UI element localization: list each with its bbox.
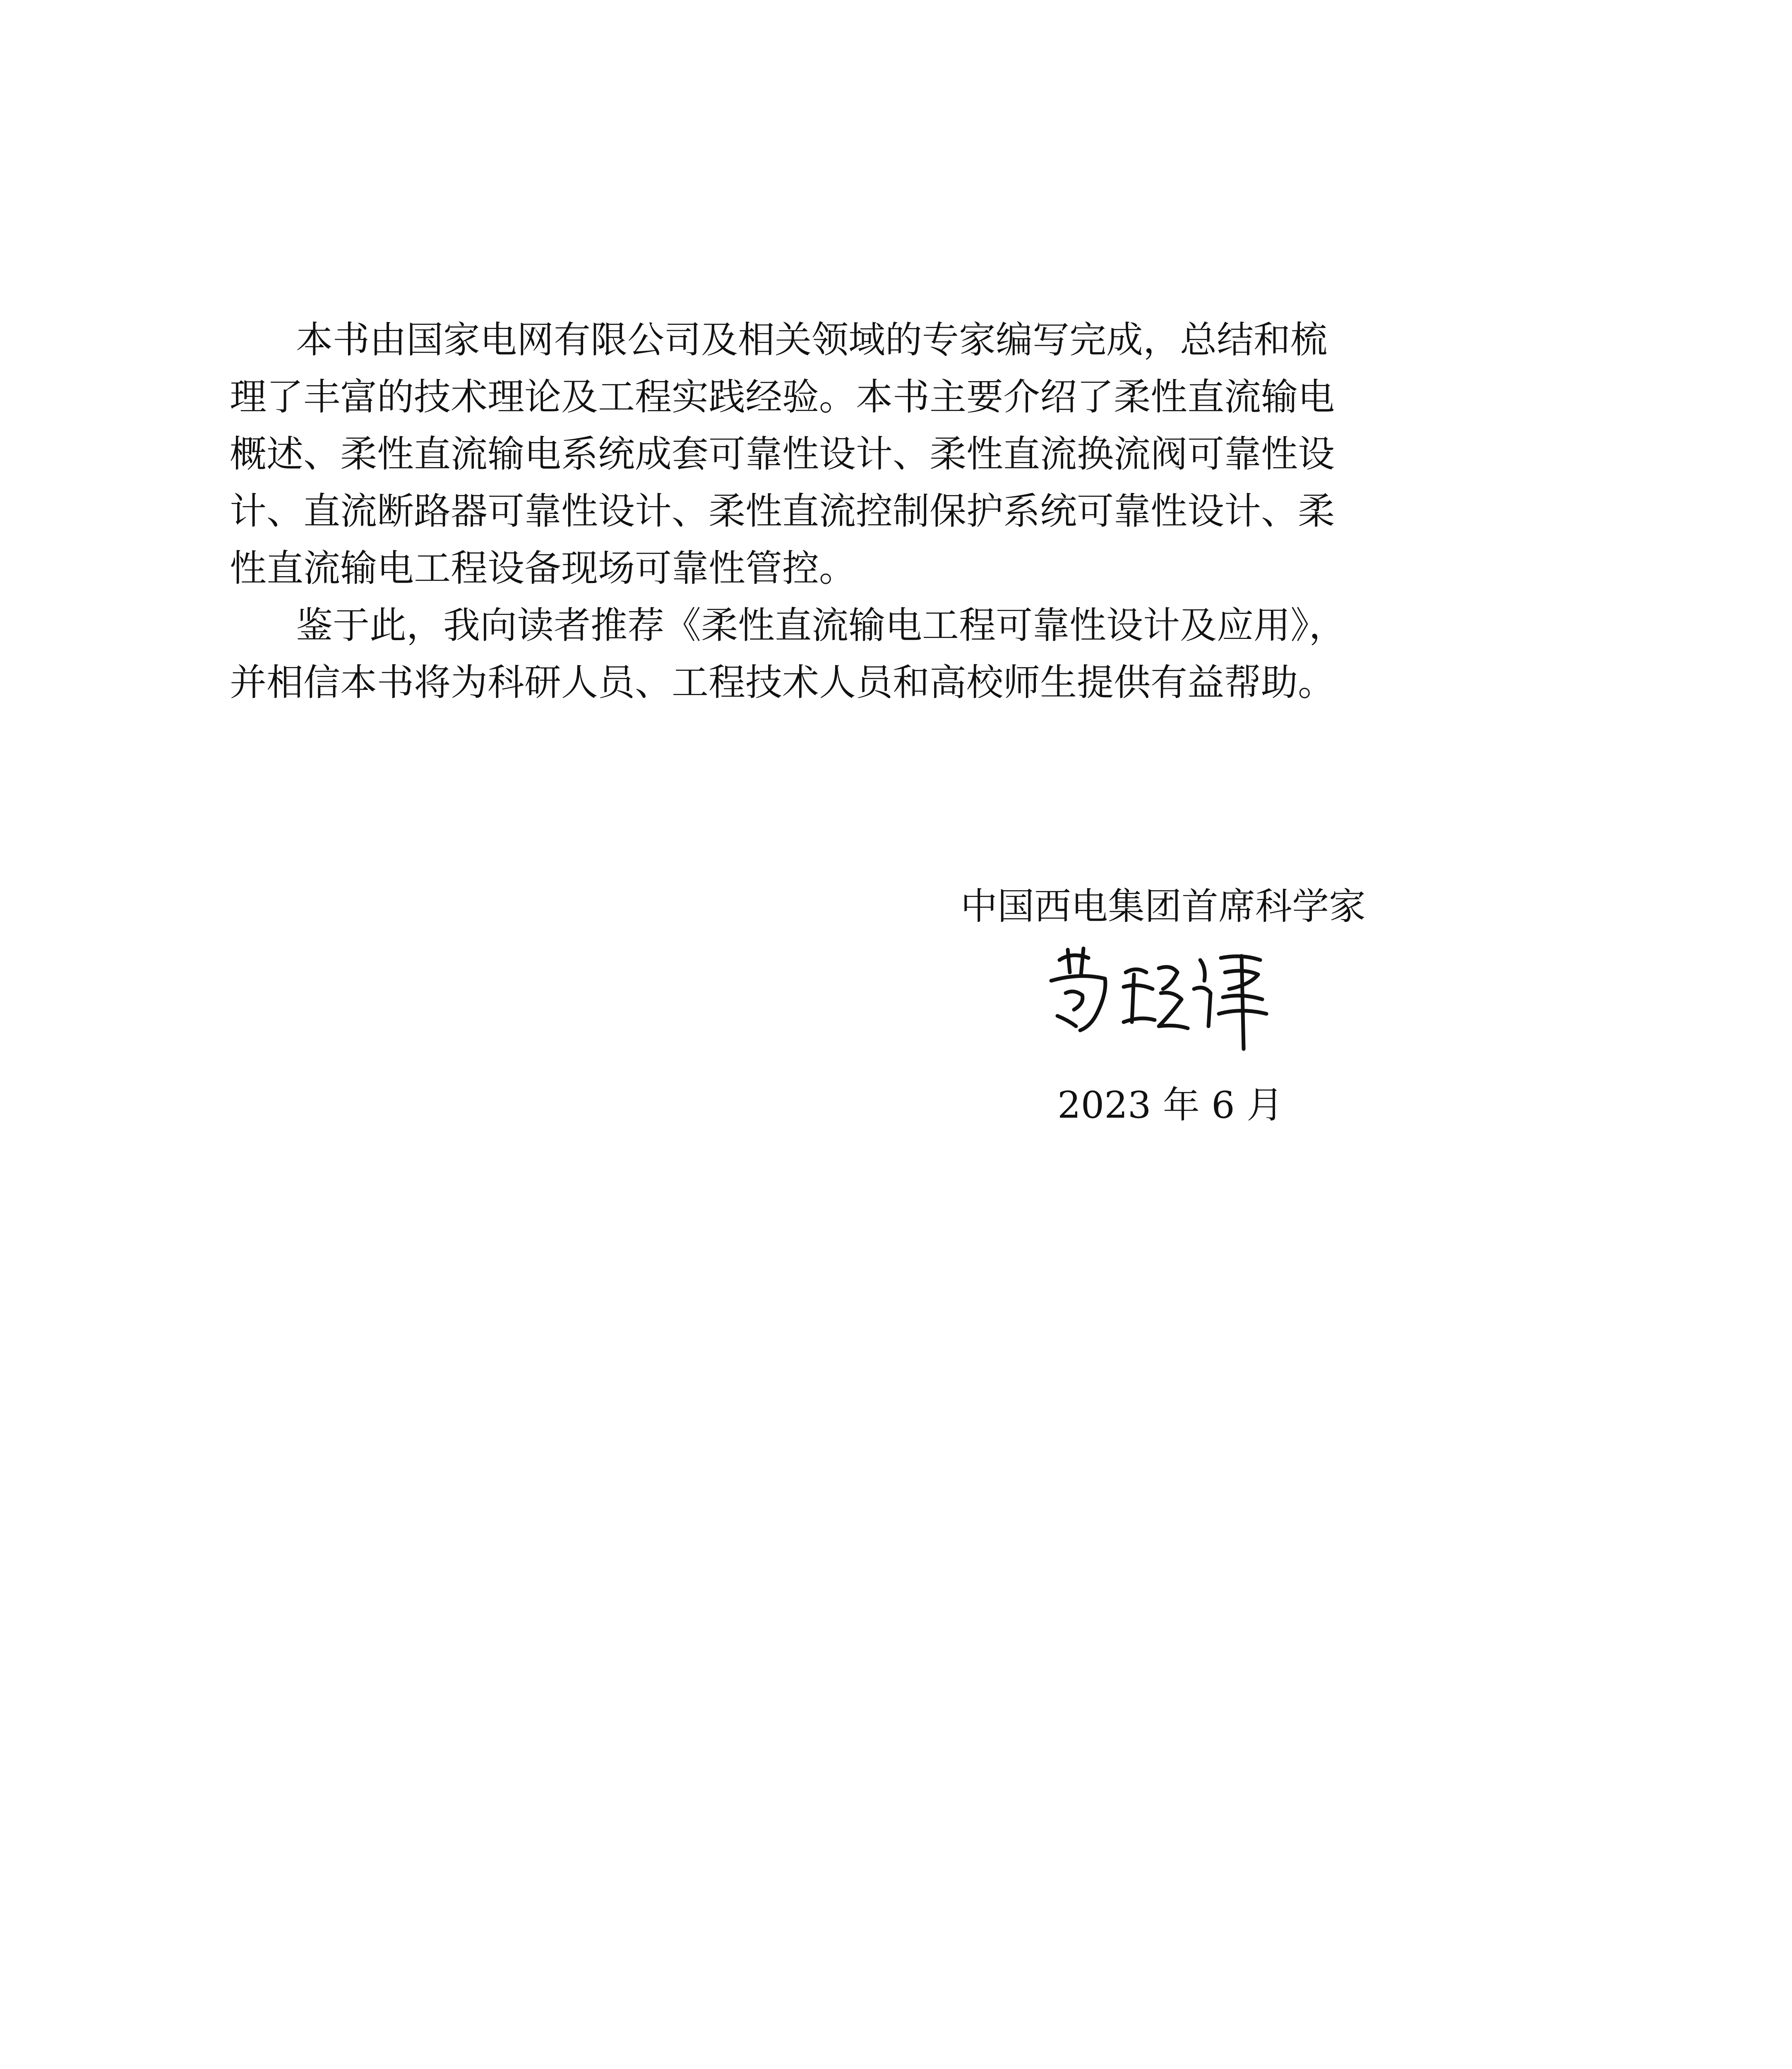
handwritten-signature: [1035, 943, 1283, 1051]
signer-title: 中国西电集团首席科学家: [961, 885, 1366, 928]
paragraph-line: 并相信本书将为科研人员、工程技术人员和高校师生提供有益帮助。: [230, 661, 1335, 704]
paragraph-line: 计、直流断路器可靠性设计、柔性直流控制保护系统可靠性设计、柔: [230, 490, 1335, 533]
body-text: [230, 311, 1364, 711]
signature-date: 2023 年 6 月: [1057, 1083, 1283, 1126]
signature-block: [910, 881, 1366, 1171]
paragraph-line: 本书由国家电网有限公司及相关领域的专家编写完成，总结和梳: [296, 318, 1327, 361]
paragraph-line: 性直流输电工程设备现场可靠性管控。: [230, 547, 856, 590]
paragraph-line: 概述、柔性直流输电系统成套可靠性设计、柔性直流换流阀可靠性设: [230, 432, 1335, 475]
paragraph-line: 鉴于此，我向读者推荐《柔性直流输电工程可靠性设计及应用》，: [296, 604, 1346, 647]
paragraph-line: 理了丰富的技术理论及工程实践经验。本书主要介绍了柔性直流输电: [230, 375, 1335, 418]
